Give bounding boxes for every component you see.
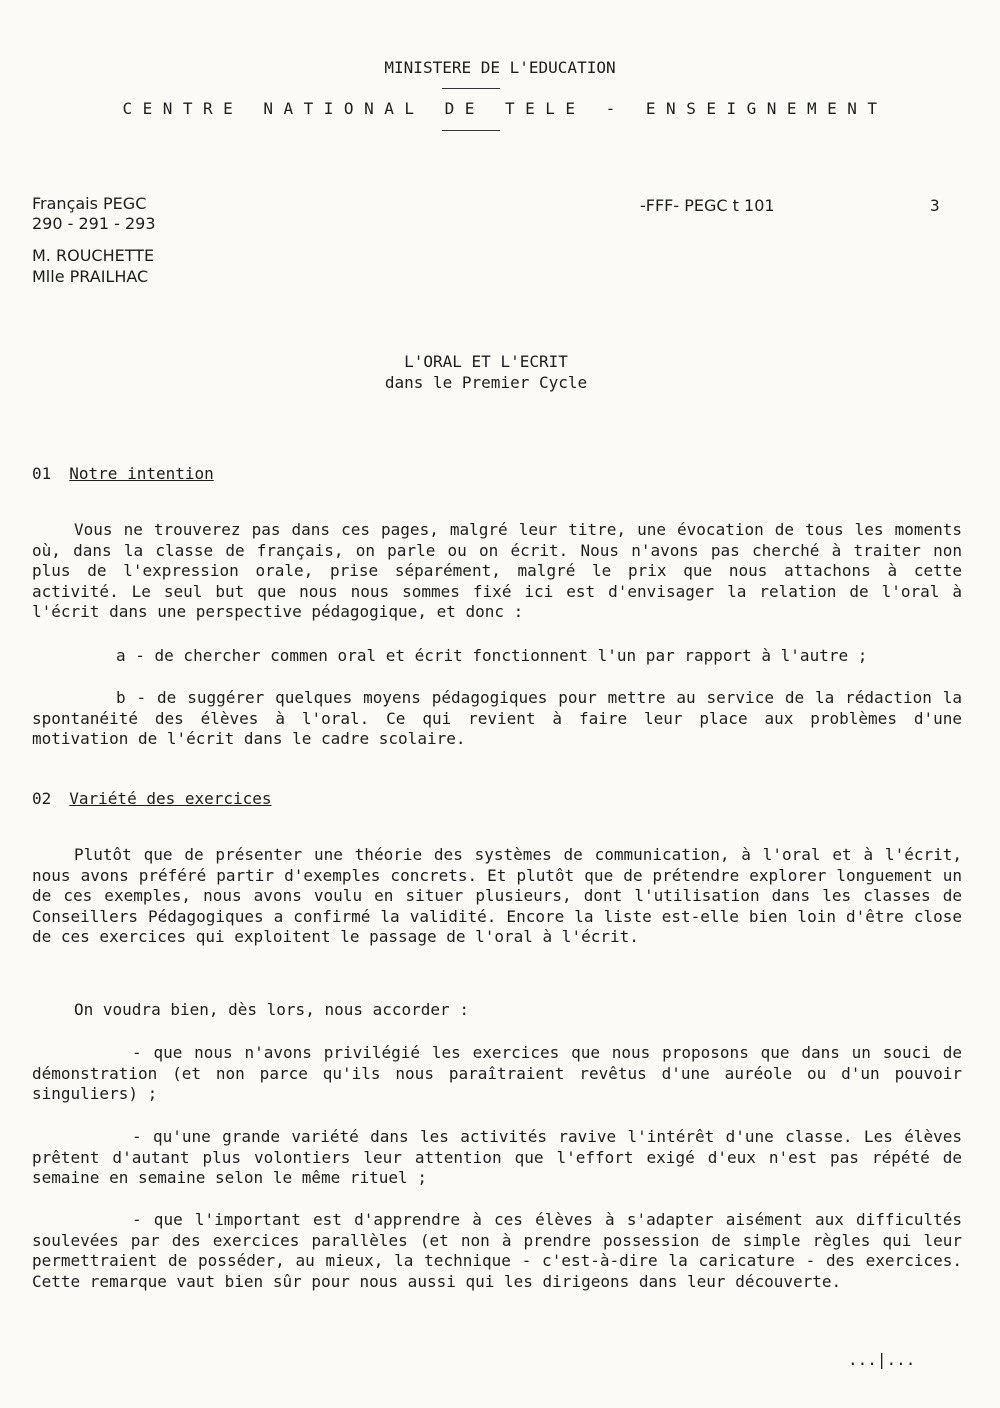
header-rule-top — [442, 88, 500, 89]
list-item — [32, 1210, 962, 1292]
author-1: M. ROUCHETTE — [32, 246, 155, 265]
list-item-text: - qu'une grande variété dans les activités ravive l'intérêt d'une classe. Les élèves prêtent d'autant plus volontiers leur attention que l'effort exigé d'eux n'est pas répété de semaine en semaine selon le même rituel ; — [32, 1127, 962, 1187]
section-number: 01 — [32, 464, 52, 483]
list-item-text: b - de suggérer quelques moyens pédagogiques pour mettre au service de la rédaction la spontanéité des élèves à l'oral. Ce qui revient à faire leur place aux problèmes d'une motivation de l'écrit dans le cadre scolaire. — [32, 688, 962, 748]
section-number: 02 — [32, 789, 52, 808]
list-item-text: - que l'important est d'apprendre à ces élèves à s'adapter aisément aux difficultés soulevées par des exercices parallèles (et non à prendre possession de simple règles qui leur permettraient de posséder, au mieux, la technique - c'est-à-dire la caricature - des exercices. Cette remarque vaut bien sûr pour nous aussi qui les dirigeons dans leur découverte. — [32, 1210, 962, 1291]
list-item-text: - que nous n'avons privilégié les exercices que nous proposons que dans un souci de démonstration (et non parce qu'ils nous paraîtraient revêtus d'une auréole ou d'un pouvoir singuliers) ; — [32, 1043, 962, 1103]
list-item — [32, 1043, 962, 1105]
paragraph-text: Plutôt que de présenter une théorie des systèmes de communication, à l'oral et à l'écrit, nous avons préféré partir d'exemples concrets. Et plutôt que de prétendre explorer longuement un de ces exemples, nous avons voulu en situer plusieurs, dont l'utilisation dans les classes de Conseillers Pédagogiques a confirmé la validité. Encore la liste est-elle bien loin d'être close de ces exercices qui exploitent le passage de l'oral à l'écrit. — [32, 845, 962, 946]
author-2: Mlle PRAILHAC — [32, 267, 149, 286]
reference-code: -FFF- PEGC t 101 — [640, 196, 775, 215]
header-rule-bottom — [442, 130, 500, 131]
ministry-header: MINISTERE DE L'EDUCATION — [384, 58, 616, 77]
paragraph — [32, 845, 962, 948]
paragraph-text: On voudra bien, dès lors, nous accorder : — [74, 1000, 469, 1019]
list-item-text: a - de chercher commen oral et écrit fonctionnent l'un par rapport à l'autre ; — [116, 646, 868, 665]
paragraph-text: Vous ne trouverez pas dans ces pages, malgré leur titre, une évocation de tous les moments où, dans la classe de français, on parle ou on écrit. Nous n'avons pas cherché à traiter non plus de l'expression orale, prise séparément, malgré le prix que nous attachons à cette activité. Le seul but que nous nous sommes fixé ici est d'envisager la relation de l'oral à l'écrit dans une perspective pédagogique, et donc : — [32, 520, 962, 621]
section-heading-01 — [32, 464, 214, 483]
list-item-a — [32, 646, 962, 667]
paragraph — [32, 1000, 962, 1021]
section-heading-02 — [32, 789, 272, 808]
continuation-marker: ...|... — [848, 1350, 916, 1369]
section-title: Variété des exercices — [69, 789, 272, 808]
centre-header: CENTRE NATIONAL DE TELE - ENSEIGNEMENT — [122, 99, 888, 118]
paragraph — [32, 520, 962, 623]
list-item-b — [32, 688, 962, 750]
section-title: Notre intention — [69, 464, 214, 483]
course-line-1: Français PEGC — [32, 194, 147, 213]
list-item — [32, 1127, 962, 1189]
document-subtitle: dans le Premier Cycle — [384, 373, 588, 392]
page-number: 3 — [930, 196, 940, 215]
course-line-2: 290 - 291 - 293 — [32, 214, 156, 233]
document-title: L'ORAL ET L'ECRIT — [404, 352, 568, 371]
